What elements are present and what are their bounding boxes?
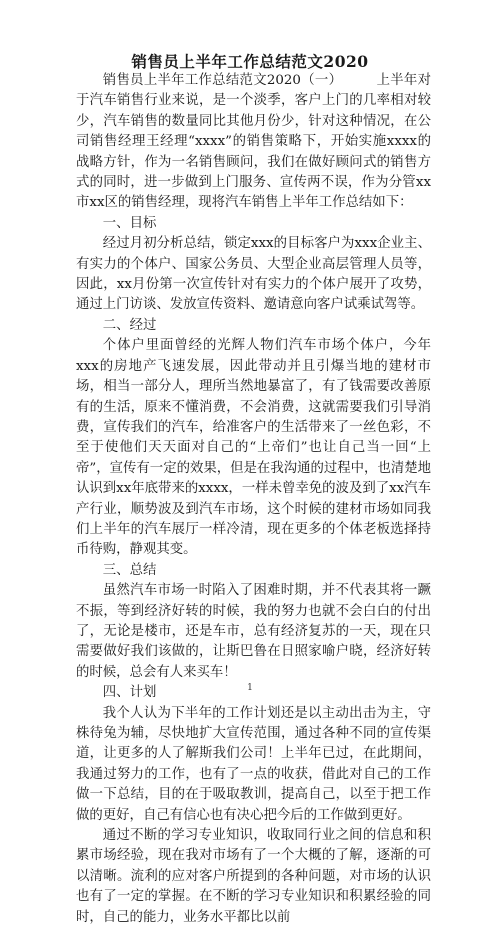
page-number: 1: [247, 683, 253, 693]
section-paragraph: 我个人认为下半年的工作计划还是以主动出击为主，守株待兔为辅，尽快地扩大宣传范围，通过各种不同的宣传渠道，让更多的人了解斯我们公司！上半年已过，在此期间，我通过努力的工作，也有了一点的收获，借此对自己的工作做一下总结，目的在于吸取教训，提高自己，以至于把工作做的更好，自己有信心也有决心把今后的工作做到更好。: [76, 705, 431, 823]
section-paragraph: 经过月初分析总结，锁定xxx的目标客户为xxx企业主、有实力的个体户、国家公务员、大型企业高层管理人员等，因此，xx月份第一次宣传针对有实力的个体户展开了攻势，通过上门访谈、发放宣传资料、邀请意向客户试乘试驾等。: [76, 236, 431, 313]
section-heading-plan: 四、计划: [102, 685, 157, 701]
intro-paragraph: 销售员上半年工作总结范文2020（一） 上半年对于汽车销售行业来说，是一个淡季，客户上门的几率相对较少，汽车销售的数量同比其他月份少，针对这种情况，在公司销售经理王经理“xxxx”的销售策略下，开始实施xxxx的战略方针，作为一名销售顾问，我们在做好顾问式的销售方式的同时，进一步做到上门服务、宣传两不误，作为分管xx市xx区的销售经理，现将汽车销售上半年工作总结如下：: [76, 73, 431, 211]
section-paragraph: 通过不断的学习专业知识，收取同行业之间的信息和积累市场经验，现在我对市场有了一个大概的了解，逐渐的可以清晰。流利的应对客户所提到的各种问题，对市场的认识也有了一定的掌握。在不断的学习专业知识和积累经验的同时，自己的能力，业务水平都比以前: [76, 828, 431, 925]
section-heading-summary: 三、总结: [102, 562, 157, 578]
section-heading-goal: 一、目标: [102, 215, 157, 231]
section-heading-process: 二、经过: [102, 317, 157, 333]
document-body: [76, 71, 431, 928]
document-title: 销售员上半年工作总结范文2020: [131, 52, 369, 71]
section-paragraph: 虽然汽车市场一时陷入了困难时期，并不代表其将一蹶不振，等到经济好转的时候，我的努力也就不会白白的付出了，无论是楼市，还是车市，总有经济复苏的一天，现在只需要做好我们该做的，让斯巴鲁在日照家喻户晓，经济好转的时候，总会有人来买车！: [76, 583, 431, 680]
section-paragraph: 个体户里面曾经的光辉人物们汽车市场个体户，今年xxx的房地产飞速发展，因此带动并且引爆当地的建材市场，相当一部分人，理所当然地暴富了，有了钱需要改善原有的生活，原来不懂消费，不会消费，这就需要我们引导消费，宣传我们的汽车，给准客户的生活带来了一丝色彩，不至于使他们天天面对自己的“上帝们”也让自己当一回“上帝”，宣传有一定的效果，但是在我沟通的过程中，也清楚地认识到xx年底带来的xxxx，一样未曾幸免的波及到了xx汽车产行业，顺势波及到汽车市场，这个时候的建材市场如同我们上半年的汽车展厅一样冷清，现在更多的个体老板选择持币待购，静观其变。: [76, 338, 432, 558]
